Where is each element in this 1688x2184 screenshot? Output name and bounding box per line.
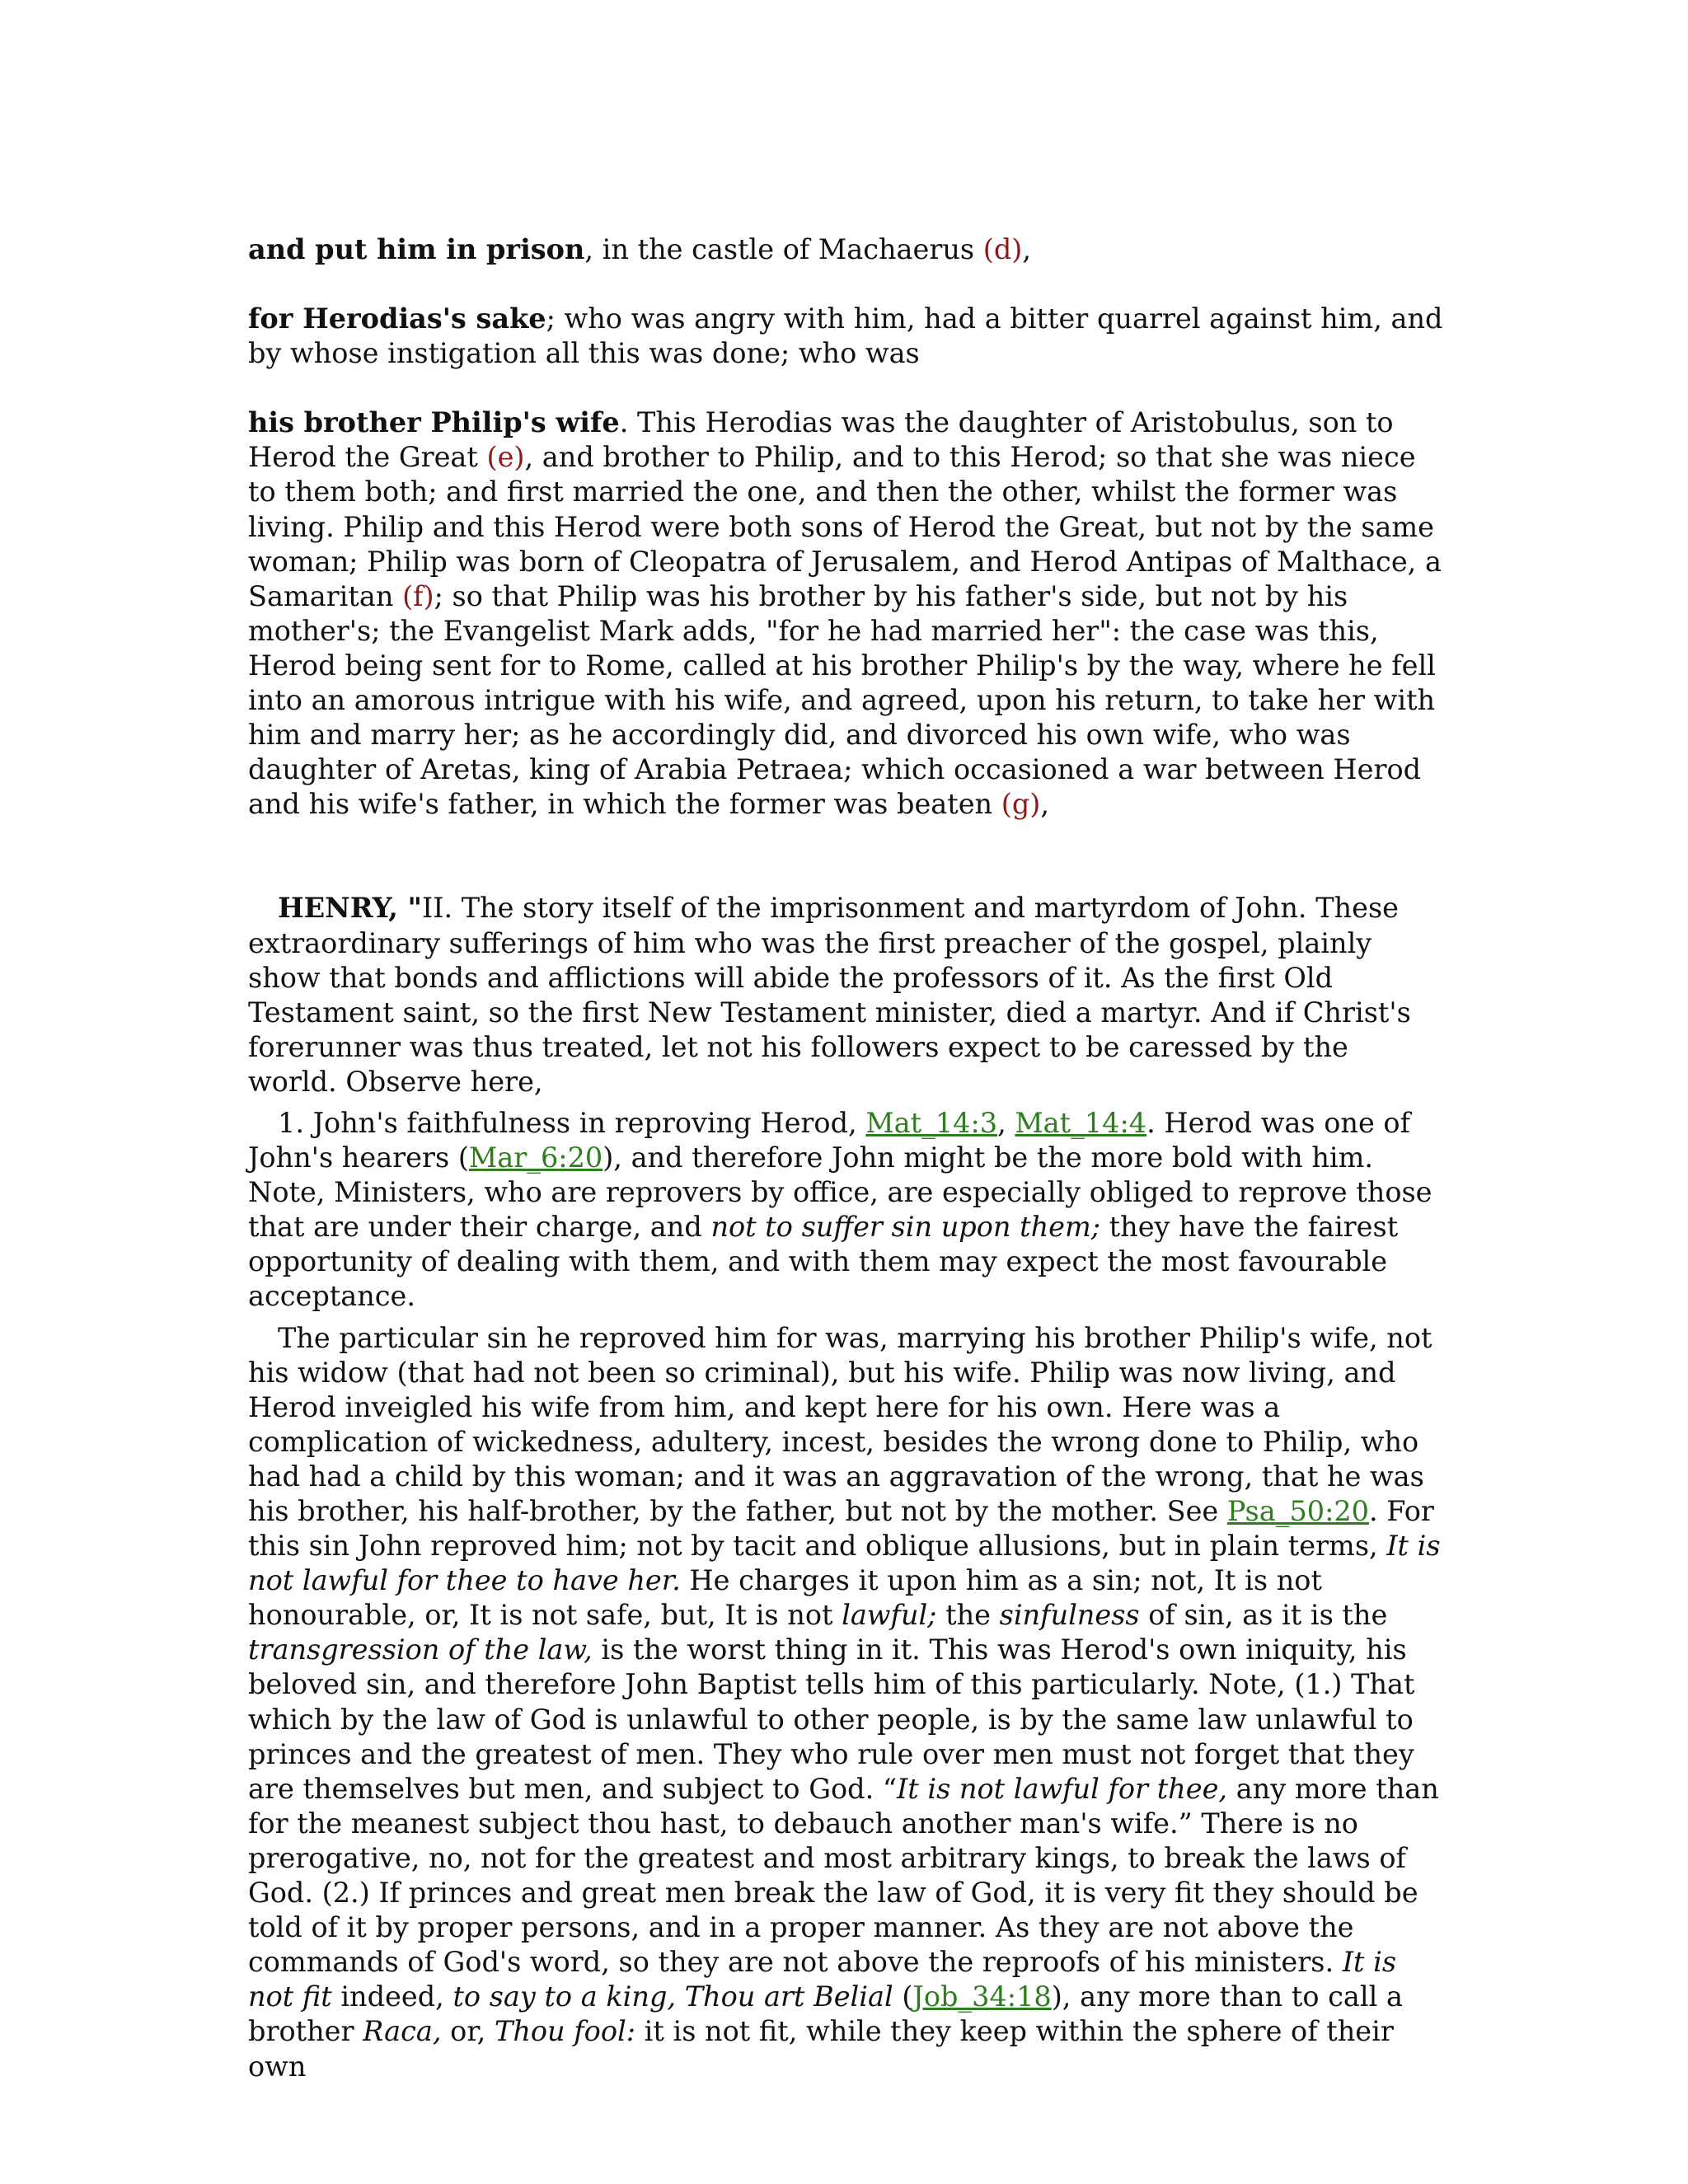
paragraph-gap [248,1315,1443,1321]
verse-phrase-bold: his brother Philip's wife [248,406,620,439]
footnote-marker-g[interactable]: (g) [1001,788,1041,821]
paragraph-gap [248,371,1443,405]
henry-text: , [997,1106,1015,1139]
footnote-marker-f[interactable]: (f) [402,579,434,612]
commentary-text: , in the castle of Machaerus [584,233,983,265]
scripture-link-mat-14-3[interactable]: Mat_14:3 [865,1106,998,1139]
henry-text: it is not fit, while they keep within the sphere of their own [248,2015,1394,2083]
commentary-text: ; so that Philip was his brother by his father's side, but not by his mother's; the Evangelist Mark adds, "for he had married her": the case was this, Herod being sent for to Rome, called at his brother Philip's by the way, where he fell into an amorous intrigue with his wife, and agreed, upon his return, to take her with him and marry her; as he accordingly did, and divorced his own wife, who was daughter of Aretas, king of Arabia Petraea; which occasioned a war between Herod and his wife's father, in which the former was beaten [248,579,1436,821]
document-page [248,232,1443,2084]
henry-text: is the worst thing in it. This was Herod's own iniquity, his beloved sin, and therefore John Baptist tells him of this particularly. Note, (1.) That which by the law of God is unlawful to other people, is by the same law unlawful to princes and the greatest of men. They who rule over men must not forget that they are themselves but men, and subject to God. “ [248,1633,1415,1805]
henry-text: . For this sin John reproved him; not by tacit and oblique allusions, but in plain terms, [248,1495,1434,1563]
commentary-text: , and brother to Philip, and to this Herod; so that she was niece to them both; and first married the one, and then the other, whilst the former was living. Philip and this Herod were both sons of Herod the Great, but not by the same woman; Philip was born of Cleopatra of Jerusalem, and Herod Antipas of Malthace, a Samaritan [248,441,1442,612]
henry-text: any more than for the meanest subject thou hast, to debauch another man's wife.” There is no prerogative, no, not for the greatest and most arbitrary kings, to break the laws of God. (2.) If princes and great men break the law of God, it is very fit they should be told of it by proper persons, and in a proper manner. As they are not above the commands of God's word, so they are not above the reproofs of his ministers. [248,1772,1439,1979]
henry-italic: lawful; [842,1599,937,1632]
scripture-link-mar-6-20[interactable]: Mar_6:20 [468,1141,603,1174]
henry-text: indeed, [331,1980,453,2013]
section-gap [248,822,1443,891]
commentary-text: . This Herodias was the daughter of Aristobulus, son to Herod the Great [248,406,1394,474]
henry-paragraph-faithfulness [248,1106,1443,1315]
henry-text: or, [441,2015,495,2048]
henry-italic: It is not fit [248,1946,1397,2013]
commentary-text: ; who was angry with him, had a bitter quarrel against him, and by whose instigation all this was done; who was [248,302,1443,370]
henry-text: ( [893,1980,913,2013]
henry-italic: It is not lawful for thee to have her. [248,1530,1441,1597]
henry-text: ), and therefore John might be the more bold with him. Note, Ministers, who are reprovers by office, are especially obliged to reprove those that are under their charge, and [248,1141,1432,1244]
henry-text: The particular sin he reproved him for was, marrying his brother Philip's wife, not his widow (that had not been so criminal), but his wife. Philip was now living, and Herod inveigled his wife from him, and kept here for his own. Here was a complication of wickedness, adultery, incest, besides the wrong done to Philip, who had had a child by this woman; and it was an aggravation of the wrong, that he was his brother, his half-brother, by the father, but not by the mother. See [248,1321,1432,1527]
henry-text: II. The story itself of the imprisonment and martyrdom of John. These extraordinary sufferings of him who was the first preacher of the gospel, plainly show that bonds and afflictions will abide the professors of it. As the first Old Testament saint, so the first New Testament minister, died a martyr. And if Christ's forerunner was thus treated, let not his followers expect to be caressed by the world. Observe here, [248,892,1411,1098]
paragraph-gap [248,267,1443,302]
henry-italic: Raca, [363,2015,442,2048]
verse-phrase-bold: for Herodias's sake [248,302,546,335]
footnote-marker-e[interactable]: (e) [486,441,525,474]
henry-italic: not to suffer sin upon them; [710,1211,1101,1244]
henry-text: of sin, as it is the [1139,1599,1388,1632]
commentary-paragraph-philip [248,405,1443,822]
scripture-link-mat-14-4[interactable]: Mat_14:4 [1015,1106,1147,1139]
henry-text: they have the fairest opportunity of dealing with them, and with them may expect the most favourable acceptance. [248,1211,1399,1313]
paragraph-gap [248,1099,1443,1106]
henry-italic: Thou fool: [494,2015,636,2048]
henry-paragraph-sin [248,1321,1443,2084]
commentary-paragraph-prison [248,232,1443,267]
footnote-marker-d[interactable]: (d) [982,233,1023,265]
henry-label: HENRY, " [278,892,422,925]
henry-text: the [936,1599,1000,1632]
scripture-link-psa-50-20[interactable]: Psa_50:20 [1226,1495,1369,1527]
henry-italic: sinfulness [999,1599,1140,1632]
scripture-link-job-34-18[interactable]: Job_34:18 [912,1980,1052,2013]
henry-text: He charges it upon him as a sin; not, It is not honourable, or, It is not safe, but, It is not [248,1564,1322,1632]
henry-text: 1. John's faithfulness in reproving Herod, [278,1106,866,1139]
commentary-text: , [1040,788,1050,821]
verse-phrase-bold: and put him in prison [248,233,585,265]
commentary-text: , [1022,233,1032,265]
henry-italic: to say to a king, Thou art Belial [452,1980,893,2013]
henry-italic: It is not lawful for thee, [897,1772,1228,1805]
henry-paragraph-intro [248,891,1443,1099]
henry-text: . Herod was one of John's hearers ( [248,1106,1410,1174]
henry-italic: transgression of the law, [248,1633,593,1666]
henry-text: ), any more than to call a brother [248,1980,1403,2048]
commentary-paragraph-herodias [248,302,1443,371]
